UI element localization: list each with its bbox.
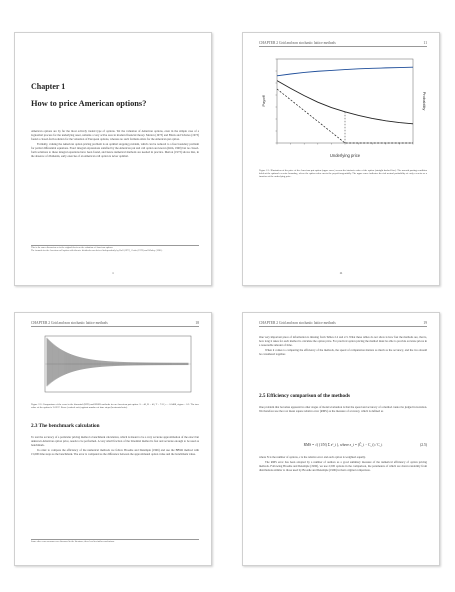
y-axis-right-label: Probability	[422, 91, 427, 111]
running-header	[259, 41, 427, 47]
footnote: The formula for the American call option with discrete dividends was derived independently by Roll (1977), Geske (1979) and Whaley (1981).	[31, 250, 163, 253]
paragraph: where N is the number of options, ε is the relative error and each option is weighted equally.	[259, 455, 366, 459]
header-title: CHAPTER 2 Grid and non stochastic lattice methods	[259, 41, 336, 45]
footnote: Some other error measures are discussed in the literature; these lead to similar conclusions.	[31, 541, 115, 543]
page-figure	[242, 32, 440, 286]
section-body	[31, 435, 199, 456]
section-title: 2.5 Efficiency comparison of the methods	[259, 393, 351, 399]
running-header	[31, 321, 199, 327]
paragraph: When it comes to comparing the efficiency of the methods, the speed of computation matters as much as the accuracy, and the two should be considered together.	[259, 347, 427, 356]
page-chapter-1	[14, 32, 212, 286]
chapter-body	[31, 129, 199, 159]
section-body-2	[259, 455, 427, 472]
figure-caption: Figure 2.2: Comparison of the error in the binomial (BIN) and BBSR methods for an American put option. S = 40, K = 40, T = 7/12, r = 0.0488, sigma = 0.3. The true value of the option is 2.0337. Error (vertical axis) against number of time steps (horizontal axis).	[31, 403, 199, 410]
page-efficiency	[242, 312, 440, 566]
section-body	[259, 405, 427, 414]
paragraph: In order to compare the efficiency of the numerical methods we follow Broadie and Detemple (1996) and use the BBSR method with 15,000 time steps as the benchmark. The error is computed as the difference between the approximated option value and the benchmark value.	[31, 447, 199, 456]
equation: RMS = √( (1/N) Σ ε²_i ), where ε_i = (Ĉ_i − C_i) / C_i	[303, 443, 383, 447]
header-title: CHAPTER 2 Grid and non stochastic lattice methods	[259, 321, 336, 325]
header-page-number: 11	[423, 41, 427, 45]
paragraph: One very important piece of information is missing from Tables 2.2 and 2.3. What these tables do not show is how fast the methods are, that is, how long it takes for each method to calculate the option price. For practical option pricing the method must be able to provide accurate prices in a reasonable amount of time.	[259, 335, 427, 348]
footnotes	[31, 245, 199, 254]
paragraph: To test the accuracy of a particular pricing method a benchmark calculation, which is meant to be a very accurate approximation of the exact but unknown American option price, needs to be performed. A very small fraction of the binomial method is fast and accurate enough to be used as benchmark.	[31, 435, 199, 448]
page-number: 1	[112, 271, 114, 275]
series-line-1	[277, 81, 413, 124]
header-page-number: 18	[195, 321, 199, 325]
american-put-chart	[259, 53, 427, 163]
series-line-3	[277, 67, 413, 76]
error-convergence-plot	[35, 333, 195, 399]
rms-equation	[259, 443, 427, 447]
running-header	[259, 321, 427, 327]
y-axis-label: Payoff	[261, 95, 266, 107]
equation-number: (2.5)	[420, 443, 427, 447]
paragraph: One problem that becomes apparent in other stages of model evaluation is that the speed and accuracy of a method cannot be judged in isolation. We therefore use the root mean square relative error (RMS) as the measure of accuracy, which is defined as	[259, 405, 427, 414]
chapter-title: How to price American options?	[31, 99, 147, 108]
paragraph: The RMS error has been adopted by a number of authors as a good summary measure of the numerical efficiency of option pricing methods. Following Broadie and Detemple (1996), we use 2,500 options in the comparison, the parameters of which are drawn randomly from distributions similar to those used by Broadie and Detemple (1996) in their original comparison.	[259, 459, 427, 472]
footnote: This is the same discussion as in the original thesis on the valuation of American options.	[31, 247, 114, 249]
header-title: CHAPTER 2 Grid and non stochastic lattice methods	[31, 321, 108, 325]
paragraph: Formally, valuing the American option pricing problem is an optimal stopping problem, which can be reduced to a free boundary problem for partial differential equations. Exact integral expressions satisfied by the American put and call option are known (Kim, 1990) but no closed-form solutions to these integral equations have been found, and hence numerical methods are needed in practice. Merton (1973) shows that, in the absence of dividends, early exercise of an American call option is never optimal.	[31, 141, 199, 158]
chapter-label: Chapter 1	[31, 82, 66, 91]
footnotes	[31, 539, 199, 544]
page-benchmark	[14, 312, 212, 566]
figure-caption: Figure 2.1: Illustration of the price of the American put option (upper curve) versus the intrinsic value of the option (straight dashed line). The smooth pasting condition holds at the optimal exercise boundary, where the option value meets the payoff tangentially. The upper curve indicates the risk neutral probability of early exercise as a function of the underlying price.	[259, 169, 427, 179]
intro-body	[259, 335, 427, 356]
page-number: 11	[339, 271, 343, 275]
x-axis-label: Underlying price	[329, 153, 361, 158]
header-page-number: 19	[423, 321, 427, 325]
section-title: 2.3 The benchmark calculation	[31, 423, 100, 429]
paragraph: American options are by far the most actively traded type of options. Yet the valuation of American options, even in the simple case of a lognormal process for the underlying asset, remains a very active area in modern financial theory. Merton (1973) and Black and Scholes (1973) found a closed-form solution for the valuation of European options, whereas no such formula exists for the American put option.	[31, 129, 199, 142]
